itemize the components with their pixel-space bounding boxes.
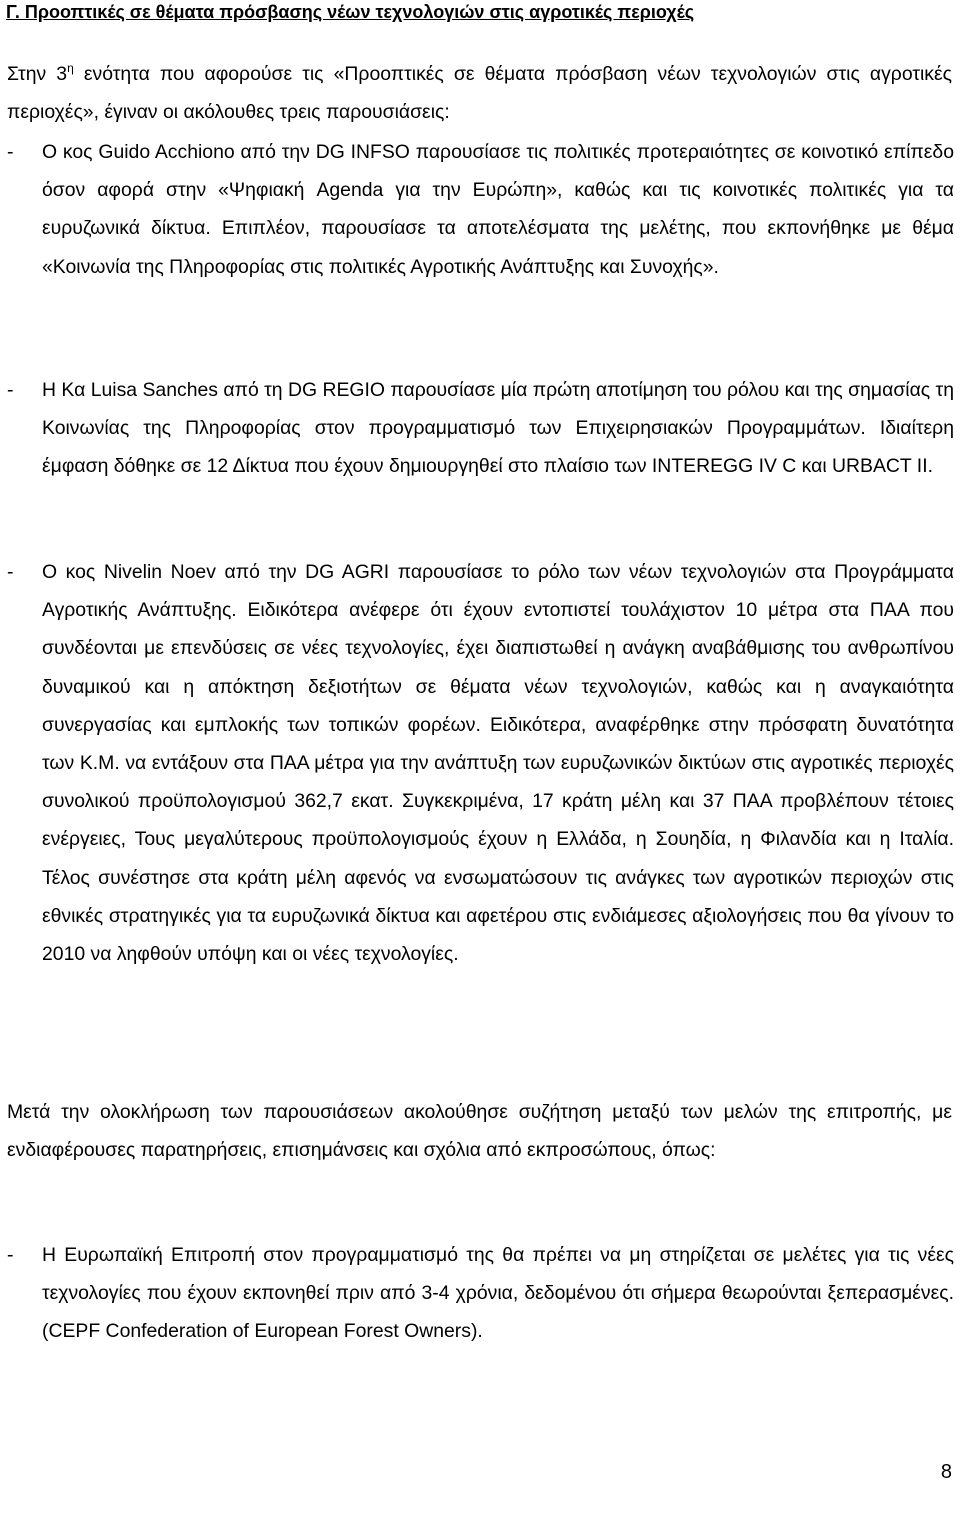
intro-text-end: ενότητα που αφορούσε τις «Προοπτικές σε θέματα πρόσβαση νέων τεχνολογιών στις αγροτικές περιοχές», έγιναν οι ακόλουθες τρεις παρουσιάσεις: [7,63,952,124]
list-item-presentation-2 [0,371,960,486]
list-item-comment-1 [0,1236,960,1351]
list-dash: - [7,561,14,583]
list-item-text: Η Ευρωπαϊκή Επιτροπή στον προγραμματισμό της θα πρέπει να μη στηρίζεται σε μελέτες για τις νέες τεχνολογίες που έχουν εκπονηθεί πριν από 3-4 χρόνια, δεδομένου ότι σήμερα θεωρούνται ξεπερασμένες. (CEPF Confederation of European Forest Owners). [42,1244,954,1343]
section-heading: Γ. Προοπτικές σε θέματα πρόσβασης νέων τεχνολογιών στις αγροτικές περιοχές [6,2,695,22]
intro-text-start: Στην 3 [7,63,68,85]
list-dash: - [7,141,14,163]
ordinal-superscript: η [67,61,74,75]
list-item-text: Η Κα Luisa Sanches από τη DG REGIO παρουσίασε μία πρώτη αποτίμηση του ρόλου και της σημασίας τη Κοινωνίας της Πληροφορίας στον προγραμματισμό των Επιχειρησιακών Προγραμμάτων. Ιδιαίτερη έμφαση δόθηκε σε 12 Δίκτυα που έχουν δημιουργηθεί στο πλαίσιο των INTEREGG IV C και URBACT II. [42,379,954,478]
list-item-text: Ο κος Guido Acchiono από την DG INFSO παρουσίασε τις πολιτικές προτεραιότητες σε κοινοτικό επίπεδο όσον αφορά στην «Ψηφιακή Agenda για την Ευρώπη», καθώς και τις κοινοτικές πολιτικές για τα ευρυζωνικά δίκτυα. Επιπλέον, παρουσίασε τα αποτελέσματα της μελέτης, που εκπονήθηκε με θέμα «Κοινωνία της Πληροφορίας στις πολιτικές Αγροτικής Ανάπτυξης και Συνοχής». [42,141,954,278]
list-dash: - [7,1244,14,1266]
closing-paragraph: Μετά την ολοκλήρωση των παρουσιάσεων ακολούθησε συζήτηση μεταξύ των μελών της επιτροπής, με ενδιαφέρουσες παρατηρήσεις, επισημάνσεις και σχόλια από εκπροσώπους, όπως: [7,1101,952,1162]
list-dash: - [7,379,14,401]
intro-paragraph [7,55,952,131]
page-number: 8 [940,1461,952,1483]
list-item-presentation-3 [0,553,960,973]
list-item-text: Ο κος Nivelin Noev από την DG AGRI παρουσίασε το ρόλο των νέων τεχνολογιών στα Προγράμματα Αγροτικής Ανάπτυξης. Ειδικότερα ανέφερε ότι έχουν εντοπιστεί τουλάχιστον 10 μέτρα στα ΠΑΑ που συνδέονται με επενδύσεις σε νέες τεχνολογίες, έχει διαπιστωθεί η ανάγκη αναβάθμισης του ανθρωπίνου δυναμικού και η απόκτηση δεξιοτήτων σε θέματα νέων τεχνολογιών, καθώς και η αναγκαιότητα συνεργασίας και εμπλοκής των τοπικών φορέων. Ειδικότερα, αναφέρθηκε στην πρόσφατη δυνατότητα των Κ.Μ. να εντάξουν στα ΠΑΑ μέτρα για την ανάπτυξη των ευρυζωνικών δικτύων στις αγροτικές περιοχές συνολικού προϋπολογισμού 362,7 εκατ. Συγκεκριμένα, 17 κράτη μέλη και 37 ΠΑΑ προβλέπουν τέτοιες ενέργειες, Τους μεγαλύτερους προϋπολογισμούς έχουν η Ελλάδα, η Σουηδία, η Φιλανδία και η Ιταλία. Τέλος συνέστησε στα κράτη μέλη αφενός να ενσωματώσουν τις ανάγκες των αγροτικών περιοχών στις εθνικές στρατηγικές για τα ευρυζωνικά δίκτυα και αφετέρου στις ενδιάμεσες αξιολογήσεις που θα γίνουν το 2010 να ληφθούν υπόψη και οι νέες τεχνολογίες. [42,561,954,966]
list-item-presentation-1 [0,133,960,286]
